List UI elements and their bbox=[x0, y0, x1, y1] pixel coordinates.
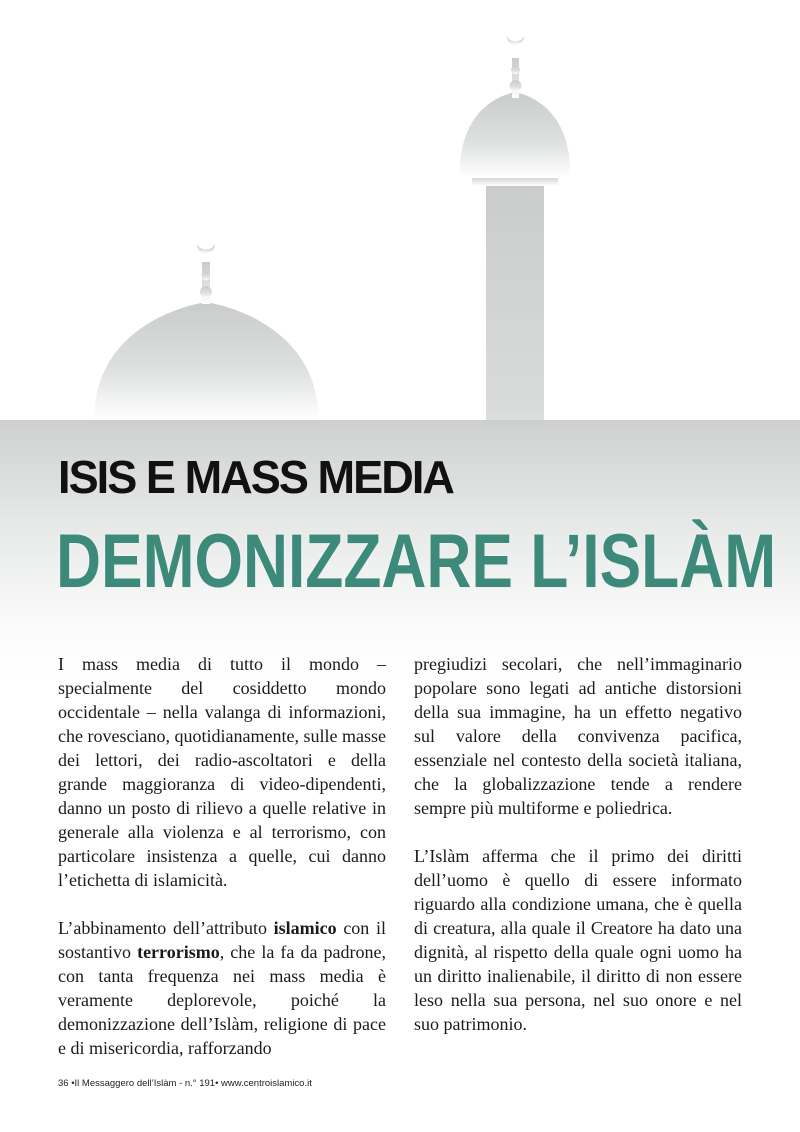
paragraph-text: L’abbinamento dell’attributo bbox=[58, 918, 274, 938]
article-column-left bbox=[58, 652, 386, 1084]
bold-term-terrorismo: terrorismo bbox=[137, 942, 220, 962]
article-title: DEMONIZZARE L’ISLÀM bbox=[56, 519, 777, 604]
page-footer: 36 •Il Messaggero dell’Islàm - n.° 191• www.centroislamico.it bbox=[58, 1078, 312, 1089]
paragraph: I mass media di tutto il mondo – specialmente del cosiddetto mondo occidentale – nella valanga di informazioni, che rovesciano, quotidianamente, sulle masse dei lettori, dei radio-ascoltatori e della grande maggioranza di video-dipendenti, danno un posto di rilievo a quelle relative in generale alla violenza e al terrorismo, con particolare insistenza a quelle, cui danno l’etichetta di islamicità. bbox=[58, 654, 386, 890]
paragraph-text: , che la fa da padrone, con tanta frequenza nei mass media è veramente deplorevole, poiché la demonizzazione dell’Islàm, religione di pace e di misericordia, rafforzando bbox=[58, 942, 386, 1058]
paragraph: L’Islàm afferma che il primo dei diritti dell’uomo è quello di essere informato riguardo alla condizione umana, che è quella di creatura, alla quale il Creatore ha dato una dignità, al rispetto della quale ogni uomo ha un diritto inalienabile, il diritto di non essere leso nella sua persona, nel suo onore e nel suo patrimonio. bbox=[414, 846, 742, 1034]
article-kicker: ISIS E MASS MEDIA bbox=[58, 451, 454, 503]
article-column-right bbox=[414, 652, 742, 1060]
crescent-finial-icon bbox=[507, 36, 524, 45]
paragraph-text: con il sostantivo bbox=[58, 918, 386, 962]
mosque-dome-icon bbox=[95, 244, 318, 420]
paragraph: pregiudizi secolari, che nell’immaginario popolare sono legati ad antiche distorsioni della sua immagine, ha un effetto negativo sul valore della convivenza pacifica, essenziale nel contesto della società italiana, che la globalizzazione tende a rendere sempre più multiforme e poliedrica. bbox=[414, 654, 742, 818]
paragraph bbox=[58, 916, 386, 1060]
bold-term-islamico: islamico bbox=[273, 918, 337, 938]
